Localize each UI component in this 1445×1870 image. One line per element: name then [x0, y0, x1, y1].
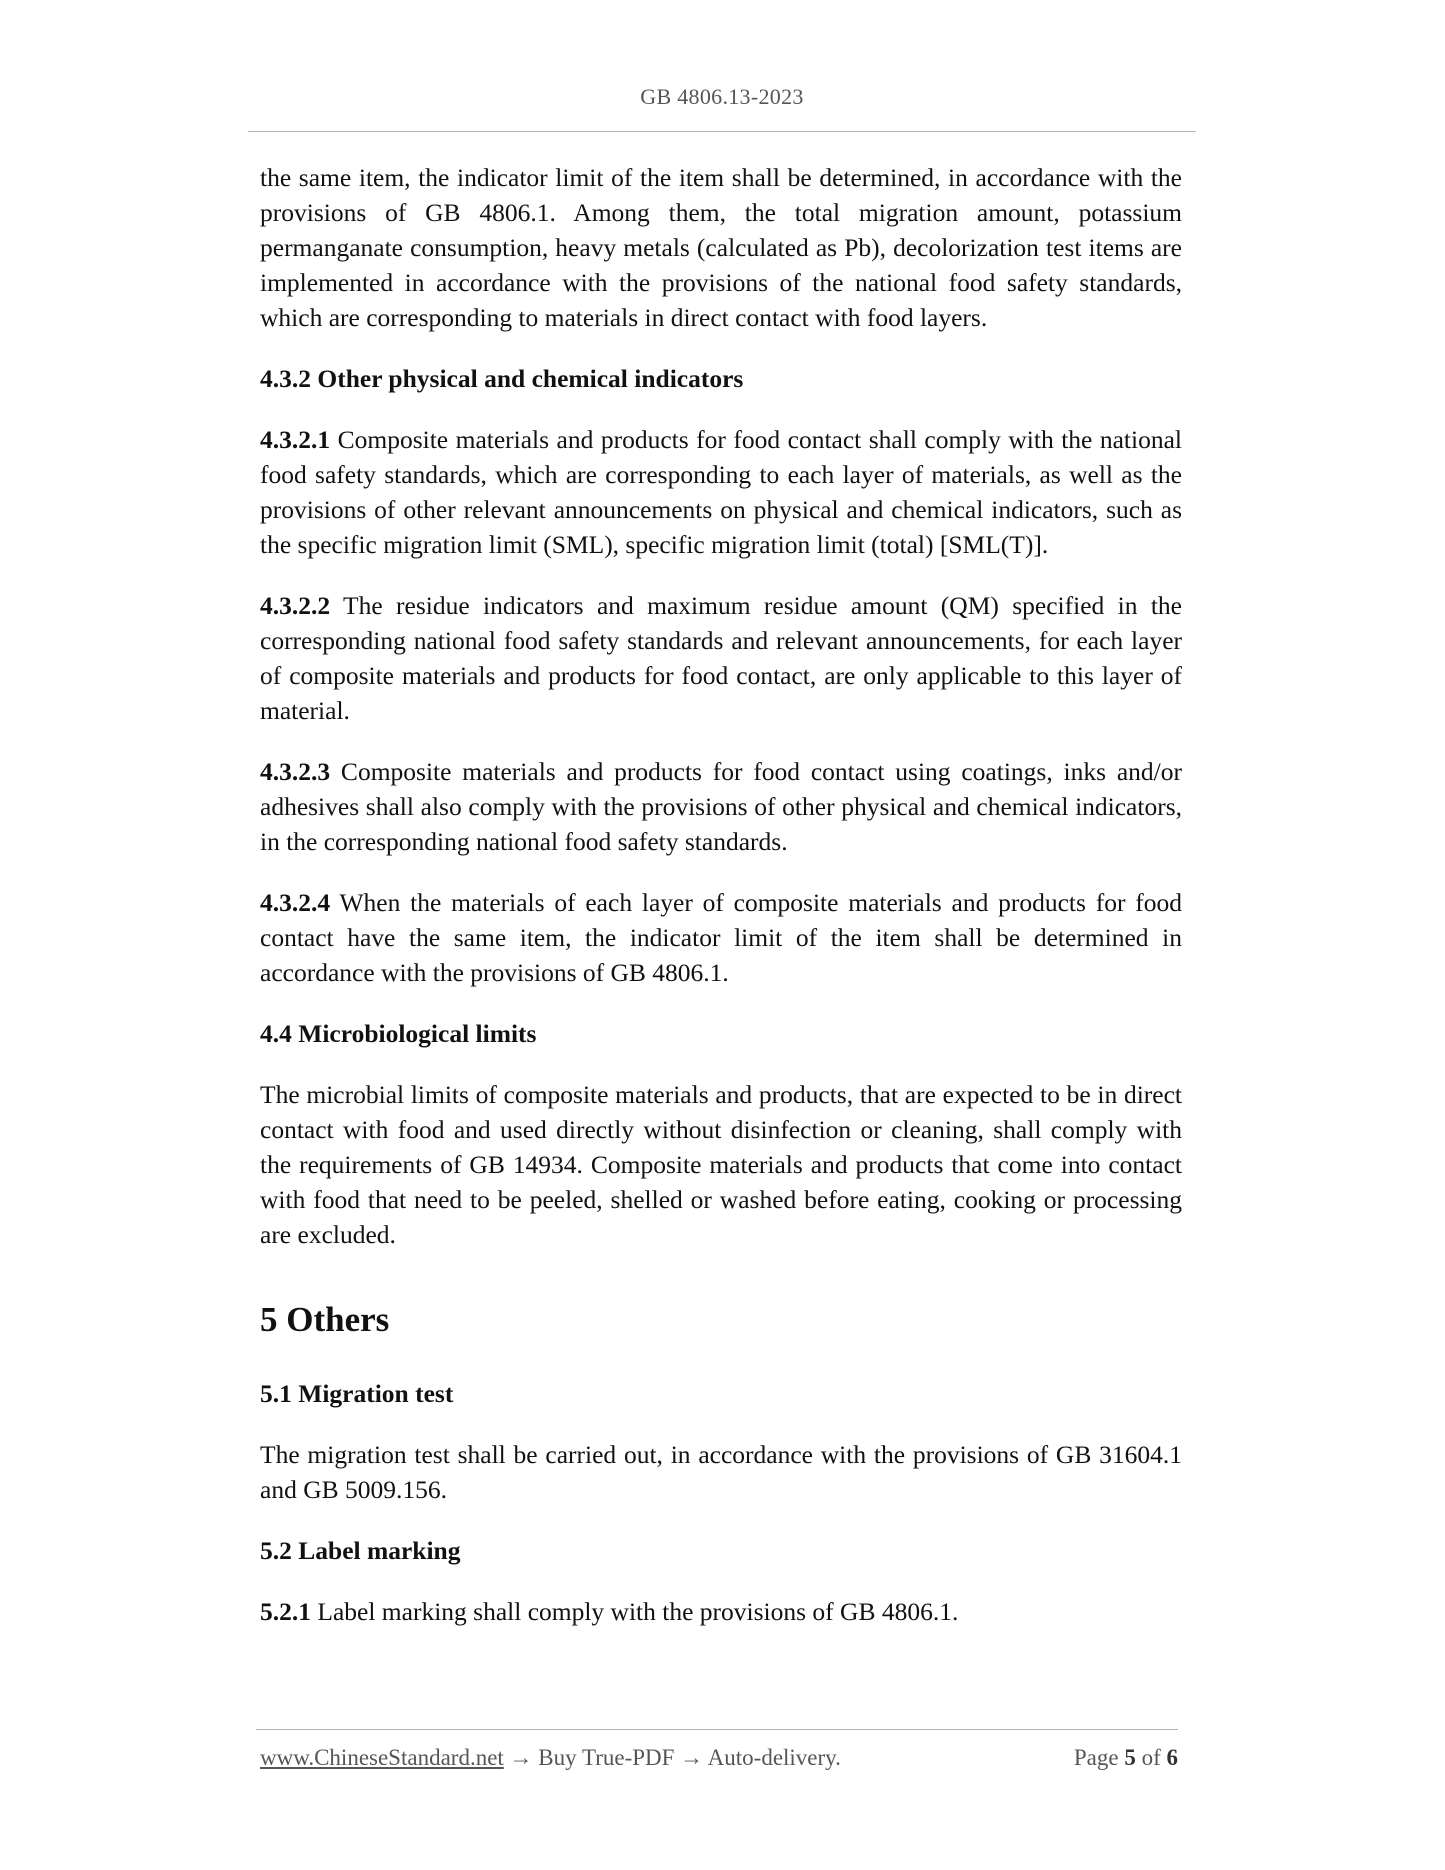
- footer-left: [260, 1745, 841, 1771]
- footer-divider: [256, 1729, 1178, 1730]
- paragraph-continued: the same item, the indicator limit of the item shall be determined, in accordance with the provisions of GB 4806.1. Among them, the total migration amount, potassium permanganate consumption, heavy metals (calculated as Pb), decolorization test items are implemented in accordance with the provisions of the national food safety standards, which are corresponding to materials in direct contact with food layers.: [260, 163, 1182, 332]
- paragraph-4-4: The microbial limits of composite materials and products, that are expected to be in direct contact with food and used directly without disinfection or cleaning, shall comply with the requirements of GB 14934. Composite materials and products that come into contact with food that need to be peeled, shelled or washed before eating, cooking or processing are excluded.: [260, 1080, 1182, 1249]
- paragraph-4-3-2-2: [260, 588, 1182, 728]
- clause-number: 4.3.2.2: [260, 591, 331, 620]
- clause-text: Composite materials and products for food contact using coatings, inks and/or adhesives shall also comply with the provisions of other physical and chemical indicators, in the corresponding national food safety standards.: [260, 757, 1182, 856]
- heading-5-1: 5.1 Migration test: [260, 1379, 454, 1408]
- page-footer: [260, 1745, 1178, 1771]
- header-divider: [248, 131, 1196, 132]
- website-link[interactable]: www.ChineseStandard.net: [260, 1745, 504, 1770]
- heading-4-4: 4.4 Microbiological limits: [260, 1019, 537, 1048]
- clause-number: 4.3.2.4: [260, 888, 331, 917]
- page-current: 5: [1124, 1745, 1136, 1770]
- paragraph-5-2-1: [260, 1594, 1182, 1629]
- clause-number: 4.3.2.3: [260, 757, 331, 786]
- footer-tagline: → Buy True-PDF → Auto-delivery.: [503, 1745, 841, 1770]
- heading-5: 5 Others: [260, 1300, 390, 1339]
- clause-number: 4.3.2.1: [260, 425, 331, 454]
- paragraph-4-3-2-1: [260, 422, 1182, 562]
- page-label: Page: [1073, 1745, 1125, 1770]
- page-of: of: [1135, 1745, 1167, 1770]
- document-body: [260, 160, 1182, 1655]
- clause-number: 5.2.1: [260, 1597, 311, 1626]
- heading-5-2: 5.2 Label marking: [260, 1536, 461, 1565]
- paragraph-4-3-2-3: [260, 754, 1182, 859]
- clause-text: When the materials of each layer of composite materials and products for food contact have the same item, the indicator limit of the item shall be determined in accordance with the provisions of GB 4806.1.: [260, 888, 1182, 987]
- clause-text: Composite materials and products for food contact shall comply with the national food safety standards, which are corresponding to each layer of materials, as well as the provisions of other relevant announcements on physical and chemical indicators, such as the specific migration limit (SML), specific migration limit (total) [SML(T)].: [260, 425, 1182, 559]
- paragraph-4-3-2-4: [260, 885, 1182, 990]
- paragraph-5-1: The migration test shall be carried out, in accordance with the provisions of GB 31604.1 and GB 5009.156.: [260, 1440, 1182, 1504]
- clause-text: The residue indicators and maximum residue amount (QM) specified in the corresponding national food safety standards and relevant announcements, for each layer of composite materials and products for food contact, are only applicable to this layer of material.: [260, 591, 1182, 725]
- heading-4-3-2: 4.3.2 Other physical and chemical indicators: [260, 364, 744, 393]
- page-total: 6: [1166, 1745, 1178, 1770]
- page-indicator: [1074, 1745, 1178, 1771]
- clause-text: Label marking shall comply with the provisions of GB 4806.1.: [311, 1597, 959, 1626]
- page-header: GB 4806.13-2023: [640, 84, 804, 109]
